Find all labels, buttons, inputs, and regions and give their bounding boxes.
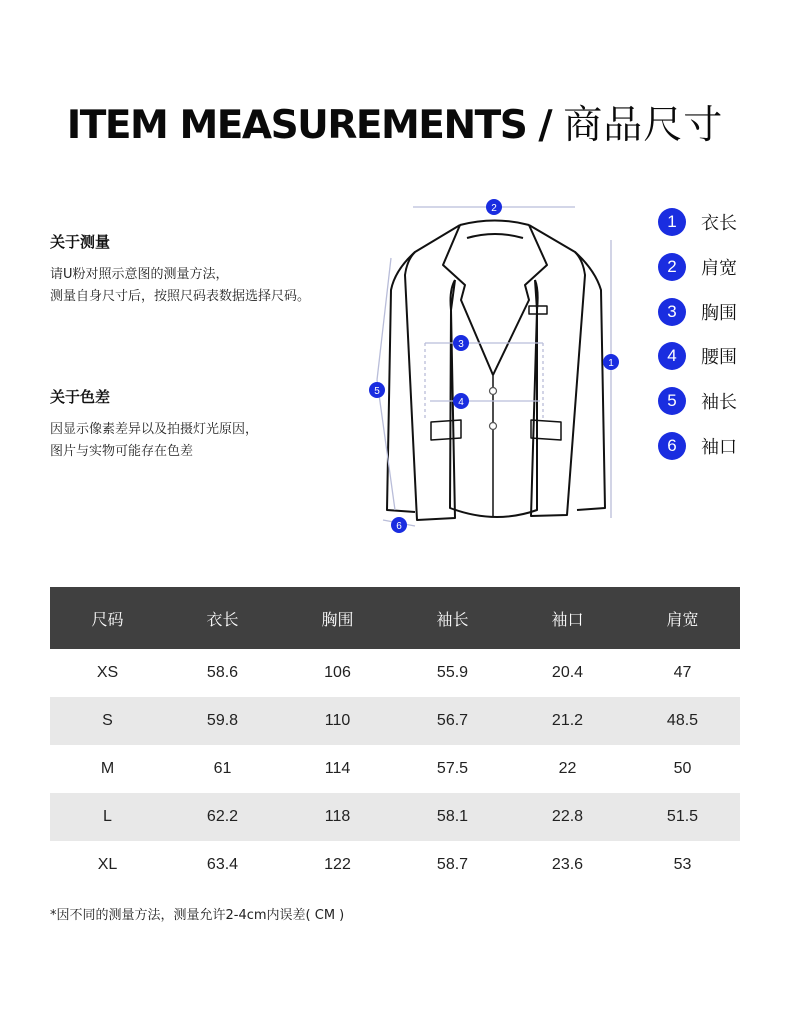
table-cell: 58.6 (206, 664, 239, 681)
about-measurement-heading: 关于测量 (50, 233, 111, 251)
table-cell: 21.2 (510, 697, 625, 745)
table-cell: 62.2 (165, 793, 280, 841)
column-header: 袖口 (510, 587, 625, 649)
jacket-diagram (355, 190, 645, 550)
table-cell: S (50, 697, 165, 745)
marker-label: 4 (458, 397, 464, 408)
table-cell: 56.7 (395, 697, 510, 745)
marker-label: 6 (396, 521, 402, 532)
table-row (50, 697, 740, 745)
about-measurement-block (50, 231, 370, 308)
table-cell: M (100, 760, 115, 777)
about-color-heading: 关于色差 (50, 388, 111, 406)
legend-label: 胸围 (701, 302, 737, 324)
column-header: 袖长 (395, 587, 510, 649)
title-en: ITEM MEASUREMENTS / (66, 103, 552, 148)
legend-item (658, 207, 737, 237)
table-cell: 110 (280, 697, 395, 745)
table-cell: 51.5 (625, 793, 740, 841)
table-cell: XL (97, 856, 118, 873)
table-cell: 59.8 (165, 697, 280, 745)
legend-label: 袖口 (701, 436, 737, 458)
page-title (0, 94, 790, 150)
table-cell: 58.7 (436, 856, 469, 873)
measurement-markers (369, 199, 619, 533)
table-row (50, 793, 740, 841)
button-icon (490, 388, 497, 395)
title-cn: 商品尺寸 (563, 103, 724, 148)
size-table (50, 587, 740, 889)
table-cell: 55.9 (436, 664, 469, 681)
marker-label: 2 (491, 203, 497, 214)
about-color-line: 图片与实物可能存在色差 (50, 444, 194, 459)
table-cell: 50 (673, 760, 692, 777)
legend-item (658, 252, 737, 282)
legend-number-badge: 4 (658, 342, 686, 370)
legend-label: 衣长 (701, 213, 737, 234)
legend-number-badge: 3 (658, 298, 686, 326)
marker-label: 5 (374, 386, 380, 397)
table-row (50, 841, 740, 889)
jacket-outline-icon (387, 221, 605, 521)
legend-label: 袖长 (701, 392, 737, 414)
button-icon (490, 423, 497, 430)
column-header: 肩宽 (625, 587, 740, 649)
table-cell: XS (96, 664, 119, 681)
table-row (50, 745, 740, 793)
column-header: 胸围 (280, 587, 395, 649)
legend-item (658, 341, 737, 371)
legend-item (658, 386, 737, 416)
legend-label: 腰围 (701, 347, 737, 369)
measurement-footnote: *因不同的测量方法，测量允许2-4cm内误差( CM ) (50, 908, 345, 923)
table-row (50, 649, 740, 697)
column-header: 衣长 (165, 587, 280, 649)
column-header: 尺码 (50, 587, 165, 649)
table-header-row (50, 587, 740, 649)
table-cell: 23.6 (551, 856, 584, 873)
about-measurement-line: 测量自身尺寸后，按照尺码表数据选择尺码。 (50, 289, 311, 304)
marker-label: 1 (608, 358, 614, 369)
table-cell: 122 (324, 856, 351, 873)
table-cell: 53 (673, 856, 692, 873)
legend-number-badge: 2 (658, 253, 686, 281)
table-cell: 106 (324, 664, 351, 681)
table-cell: 114 (324, 760, 351, 777)
table-cell: 58.1 (395, 793, 510, 841)
legend-number-badge: 6 (658, 432, 686, 460)
table-cell: 20.4 (551, 664, 584, 681)
table-cell: 22.8 (510, 793, 625, 841)
about-color-line: 因显示像素差异以及拍摄灯光原因， (50, 422, 259, 437)
table-cell: 61 (213, 760, 232, 777)
table-cell: 63.4 (206, 856, 239, 873)
legend-item (658, 297, 737, 327)
legend-item (658, 431, 737, 461)
marker-label: 3 (458, 339, 464, 350)
table-cell: 47 (673, 664, 692, 681)
legend-number-badge: 1 (658, 208, 686, 236)
table-cell: 57.5 (436, 760, 469, 777)
legend-number-badge: 5 (658, 387, 686, 415)
table-cell: L (50, 793, 165, 841)
measurement-legend (658, 207, 737, 476)
table-cell: 22 (558, 760, 577, 777)
table-cell: 48.5 (625, 697, 740, 745)
table-cell: 118 (280, 793, 395, 841)
about-color-block (50, 386, 370, 463)
legend-label: 肩宽 (701, 257, 737, 279)
about-measurement-line: 请U粉对照示意图的测量方法， (50, 267, 229, 282)
